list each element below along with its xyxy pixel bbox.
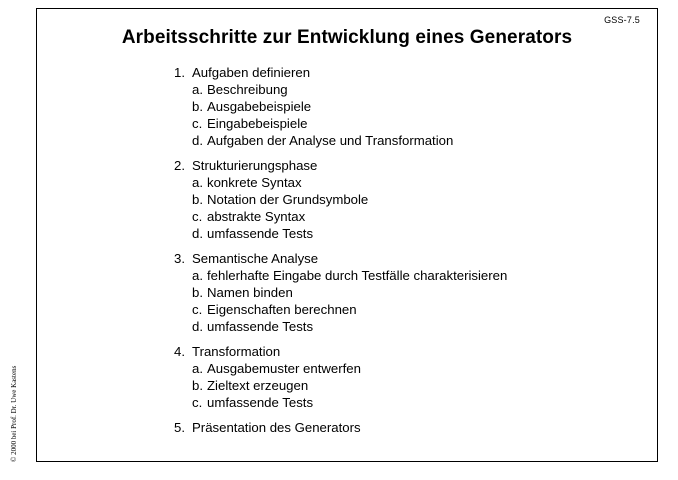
substep-item <box>174 98 644 115</box>
substep-letter: a. <box>192 361 203 376</box>
substep-item <box>174 301 644 318</box>
substep-item <box>174 377 644 394</box>
substep-letter: d. <box>192 319 203 334</box>
substep-letter: d. <box>192 226 203 241</box>
substep-item <box>174 225 644 242</box>
step-number: 1. <box>174 65 185 80</box>
substep-letter: b. <box>192 378 203 393</box>
steps-list <box>174 64 644 444</box>
substep-item <box>174 81 644 98</box>
substep-text: umfassende Tests <box>207 395 314 410</box>
substep-text: konkrete Syntax <box>207 175 302 190</box>
substep-item <box>174 394 644 411</box>
substep-letter: a. <box>192 175 203 190</box>
step-item <box>174 419 644 436</box>
step-label: Semantische Analyse <box>192 251 319 266</box>
copyright-notice: © 2000 bei Prof. Dr. Uwe Kastens <box>10 365 18 462</box>
step-item <box>174 64 644 149</box>
step-heading <box>174 64 644 81</box>
step-label: Aufgaben definieren <box>192 65 311 80</box>
step-label: Strukturierungsphase <box>192 158 318 173</box>
substep-item <box>174 284 644 301</box>
substep-letter: c. <box>192 209 203 224</box>
substep-text: Eingabebeispiele <box>207 116 308 131</box>
substep-text: umfassende Tests <box>207 319 314 334</box>
substep-text: Zieltext erzeugen <box>207 378 309 393</box>
substep-text: Beschreibung <box>207 82 288 97</box>
substep-item <box>174 191 644 208</box>
substep-item <box>174 132 644 149</box>
substep-text: Ausgabemuster entwerfen <box>207 361 361 376</box>
step-heading <box>174 157 644 174</box>
substep-item <box>174 360 644 377</box>
substep-text: abstrakte Syntax <box>207 209 306 224</box>
substep-item <box>174 208 644 225</box>
substep-letter: a. <box>192 82 203 97</box>
step-item <box>174 157 644 242</box>
substep-text: Eigenschaften berechnen <box>207 302 357 317</box>
step-label: Transformation <box>192 344 281 359</box>
step-heading <box>174 250 644 267</box>
step-number: 5. <box>174 420 185 435</box>
substep-item <box>174 174 644 191</box>
substep-text: fehlerhafte Eingabe durch Testfälle charakterisieren <box>207 268 508 283</box>
substep-letter: d. <box>192 133 203 148</box>
substep-text: Ausgabebeispiele <box>207 99 312 114</box>
slide-title: Arbeitsschritte zur Entwicklung eines Generators <box>121 27 573 48</box>
substep-text: Notation der Grundsymbole <box>207 192 369 207</box>
substep-letter: b. <box>192 192 203 207</box>
step-label: Präsentation des Generators <box>192 420 361 435</box>
step-number: 2. <box>174 158 185 173</box>
substep-item <box>174 318 644 335</box>
substep-letter: a. <box>192 268 203 283</box>
step-item <box>174 250 644 335</box>
slide-id: GSS-7.5 <box>604 15 640 25</box>
step-number: 3. <box>174 251 185 266</box>
step-number: 4. <box>174 344 185 359</box>
step-heading <box>174 343 644 360</box>
substep-text: umfassende Tests <box>207 226 314 241</box>
substep-letter: c. <box>192 395 203 410</box>
step-item <box>174 343 644 411</box>
slide-frame <box>36 8 658 462</box>
substep-letter: b. <box>192 99 203 114</box>
substep-item <box>174 267 644 284</box>
substep-letter: c. <box>192 116 203 131</box>
substep-text: Aufgaben der Analyse und Transformation <box>207 133 454 148</box>
substep-letter: c. <box>192 302 203 317</box>
substep-text: Namen binden <box>207 285 293 300</box>
substep-letter: b. <box>192 285 203 300</box>
substep-item <box>174 115 644 132</box>
step-heading <box>174 419 644 436</box>
